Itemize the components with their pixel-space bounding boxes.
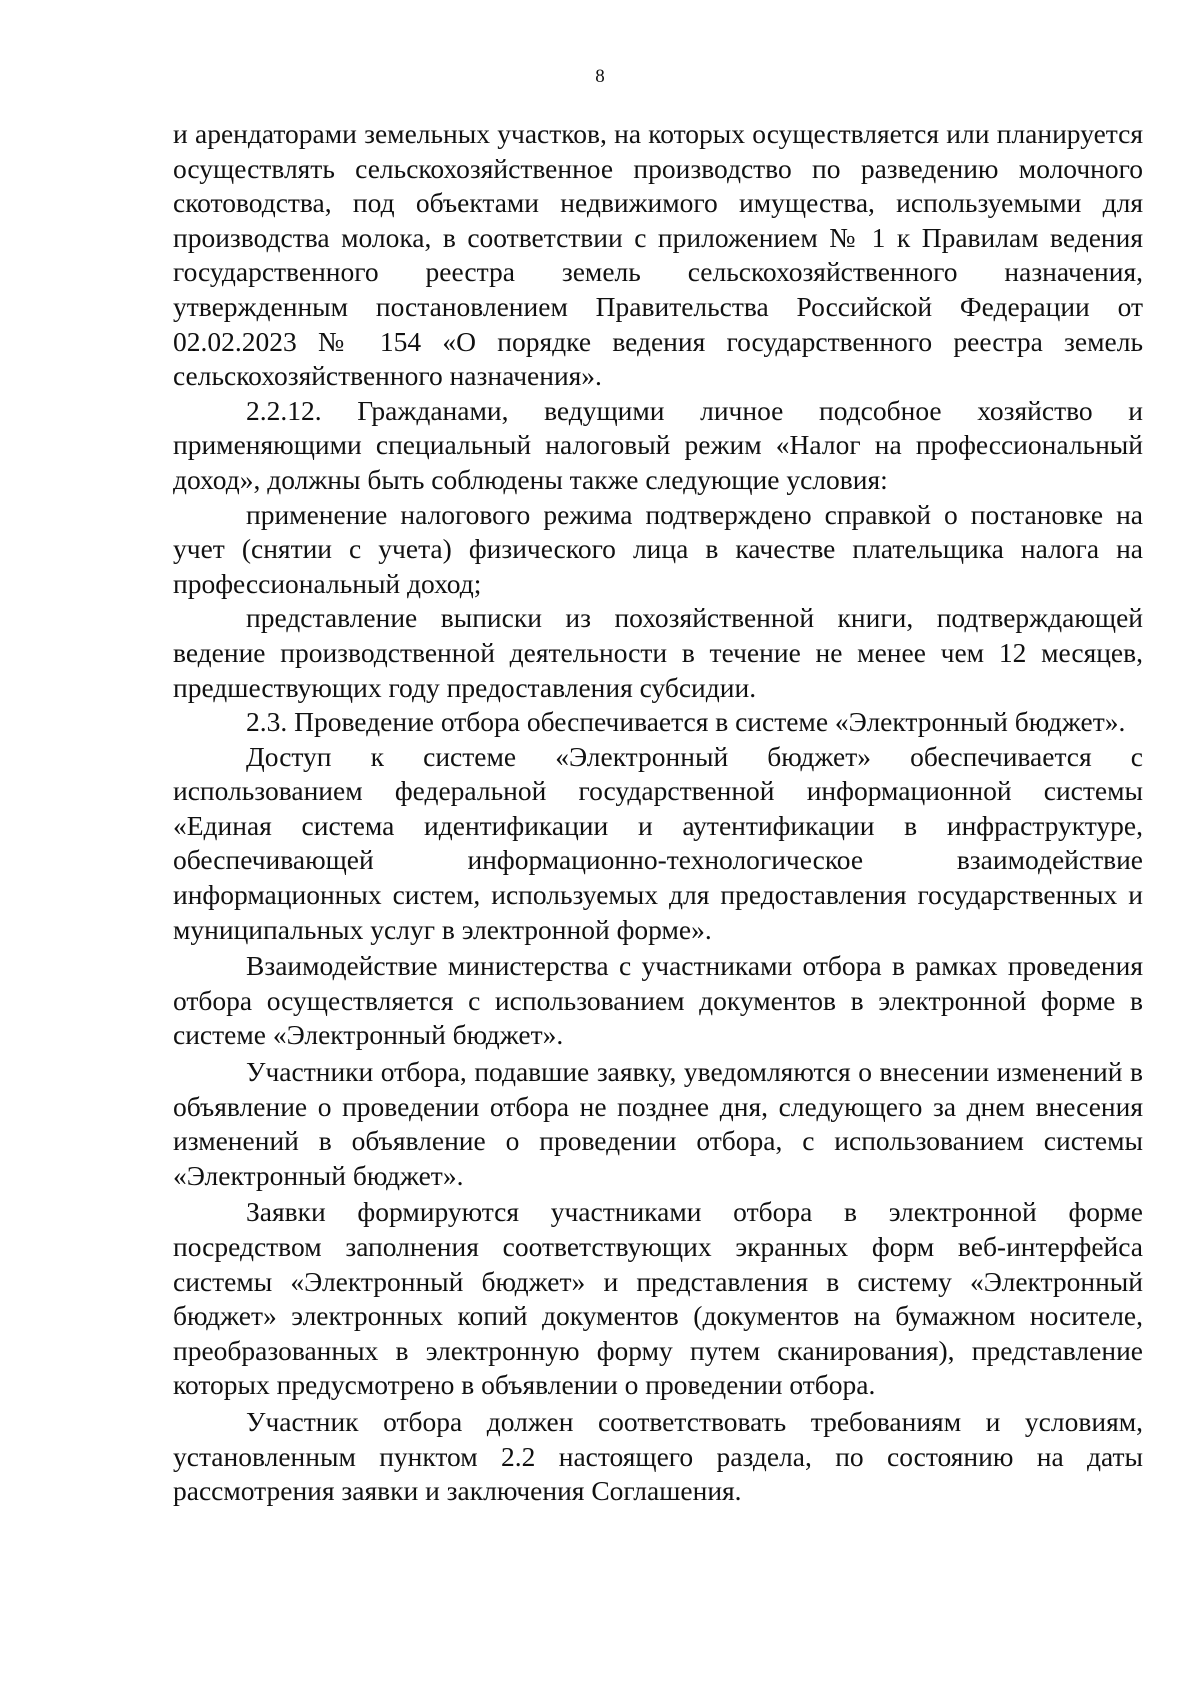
paragraph-landowners-continuation: и арендаторами земельных участков, на которых осуществляется или планируется осуществлять сельскохозяйственное производство по разведению молочного скотоводства, под объектами недвижимого имущества, используемыми для производства молока, в соответствии с приложением № 1 к Правилам ведения государственного реестра земель сельскохозяйственного назначения, утвержденным постановлением Правительства Российской Федерации от 02.02.2023 № 154 «О порядке ведения государственного реестра земель сельскохозяйственного назначения». xyxy=(173,118,1143,392)
paragraph-2-2-12-citizens: 2.2.12. Гражданами, ведущими личное подсобное хозяйство и применяющими специальный налоговый режим «Налог на профессиональный доход», должны быть соблюдены также следующие условия: xyxy=(173,394,1143,495)
paragraph-participant-requirements: Участник отбора должен соответствовать требованиям и условиям, установленным пунктом 2.2 настоящего раздела, по состоянию на даты рассмотрения заявки и заключения Соглашения. xyxy=(173,1405,1143,1507)
document-body xyxy=(173,117,1143,1509)
paragraph-participant-notification: Участники отбора, подавшие заявку, уведомляются о внесении изменений в объявление о проведении отбора не позднее дня, следующего за днем внесения изменений в объявление о проведении отбора, с использованием системы «Электронный бюджет». xyxy=(173,1056,1143,1191)
paragraph-tax-regime-certificate: применение налогового режима подтверждено справкой о постановке на учет (снятии с учета) физического лица в качестве плательщика налога на профессиональный доход; xyxy=(173,498,1143,599)
paragraph-system-access: Доступ к системе «Электронный бюджет» обеспечивается с использованием федеральной государственной информационной системы «Единая система идентификации и аутентификации в инфраструктуре, обеспечивающей информационно-технологическое взаимодействие информационных систем, используемых для предоставления государственных и муниципальных услуг в электронной форме». xyxy=(173,740,1143,945)
paragraph-2-3-selection-system: 2.3. Проведение отбора обеспечивается в системе «Электронный бюджет». xyxy=(246,706,1126,738)
page-number: 8 xyxy=(595,66,605,87)
paragraph-household-book-extract: представление выписки из похозяйственной книги, подтверждающей ведение производственной деятельности в течение не менее чем 12 месяцев, предшествующих году предоставления субсидии. xyxy=(173,602,1143,703)
paragraph-application-formation: Заявки формируются участниками отбора в электронной форме посредством заполнения соответствующих экранных форм веб-интерфейса системы «Электронный бюджет» и представления в систему «Электронный бюджет» электронных копий документов (документов на бумажном носителе, преобразованных в электронную форму путем сканирования), представление которых предусмотрено в объявлении о проведении отбора. xyxy=(173,1196,1143,1401)
paragraph-ministry-interaction: Взаимодействие министерства с участниками отбора в рамках проведения отбора осуществляется с использованием документов в электронной форме в системе «Электронный бюджет». xyxy=(173,950,1143,1051)
